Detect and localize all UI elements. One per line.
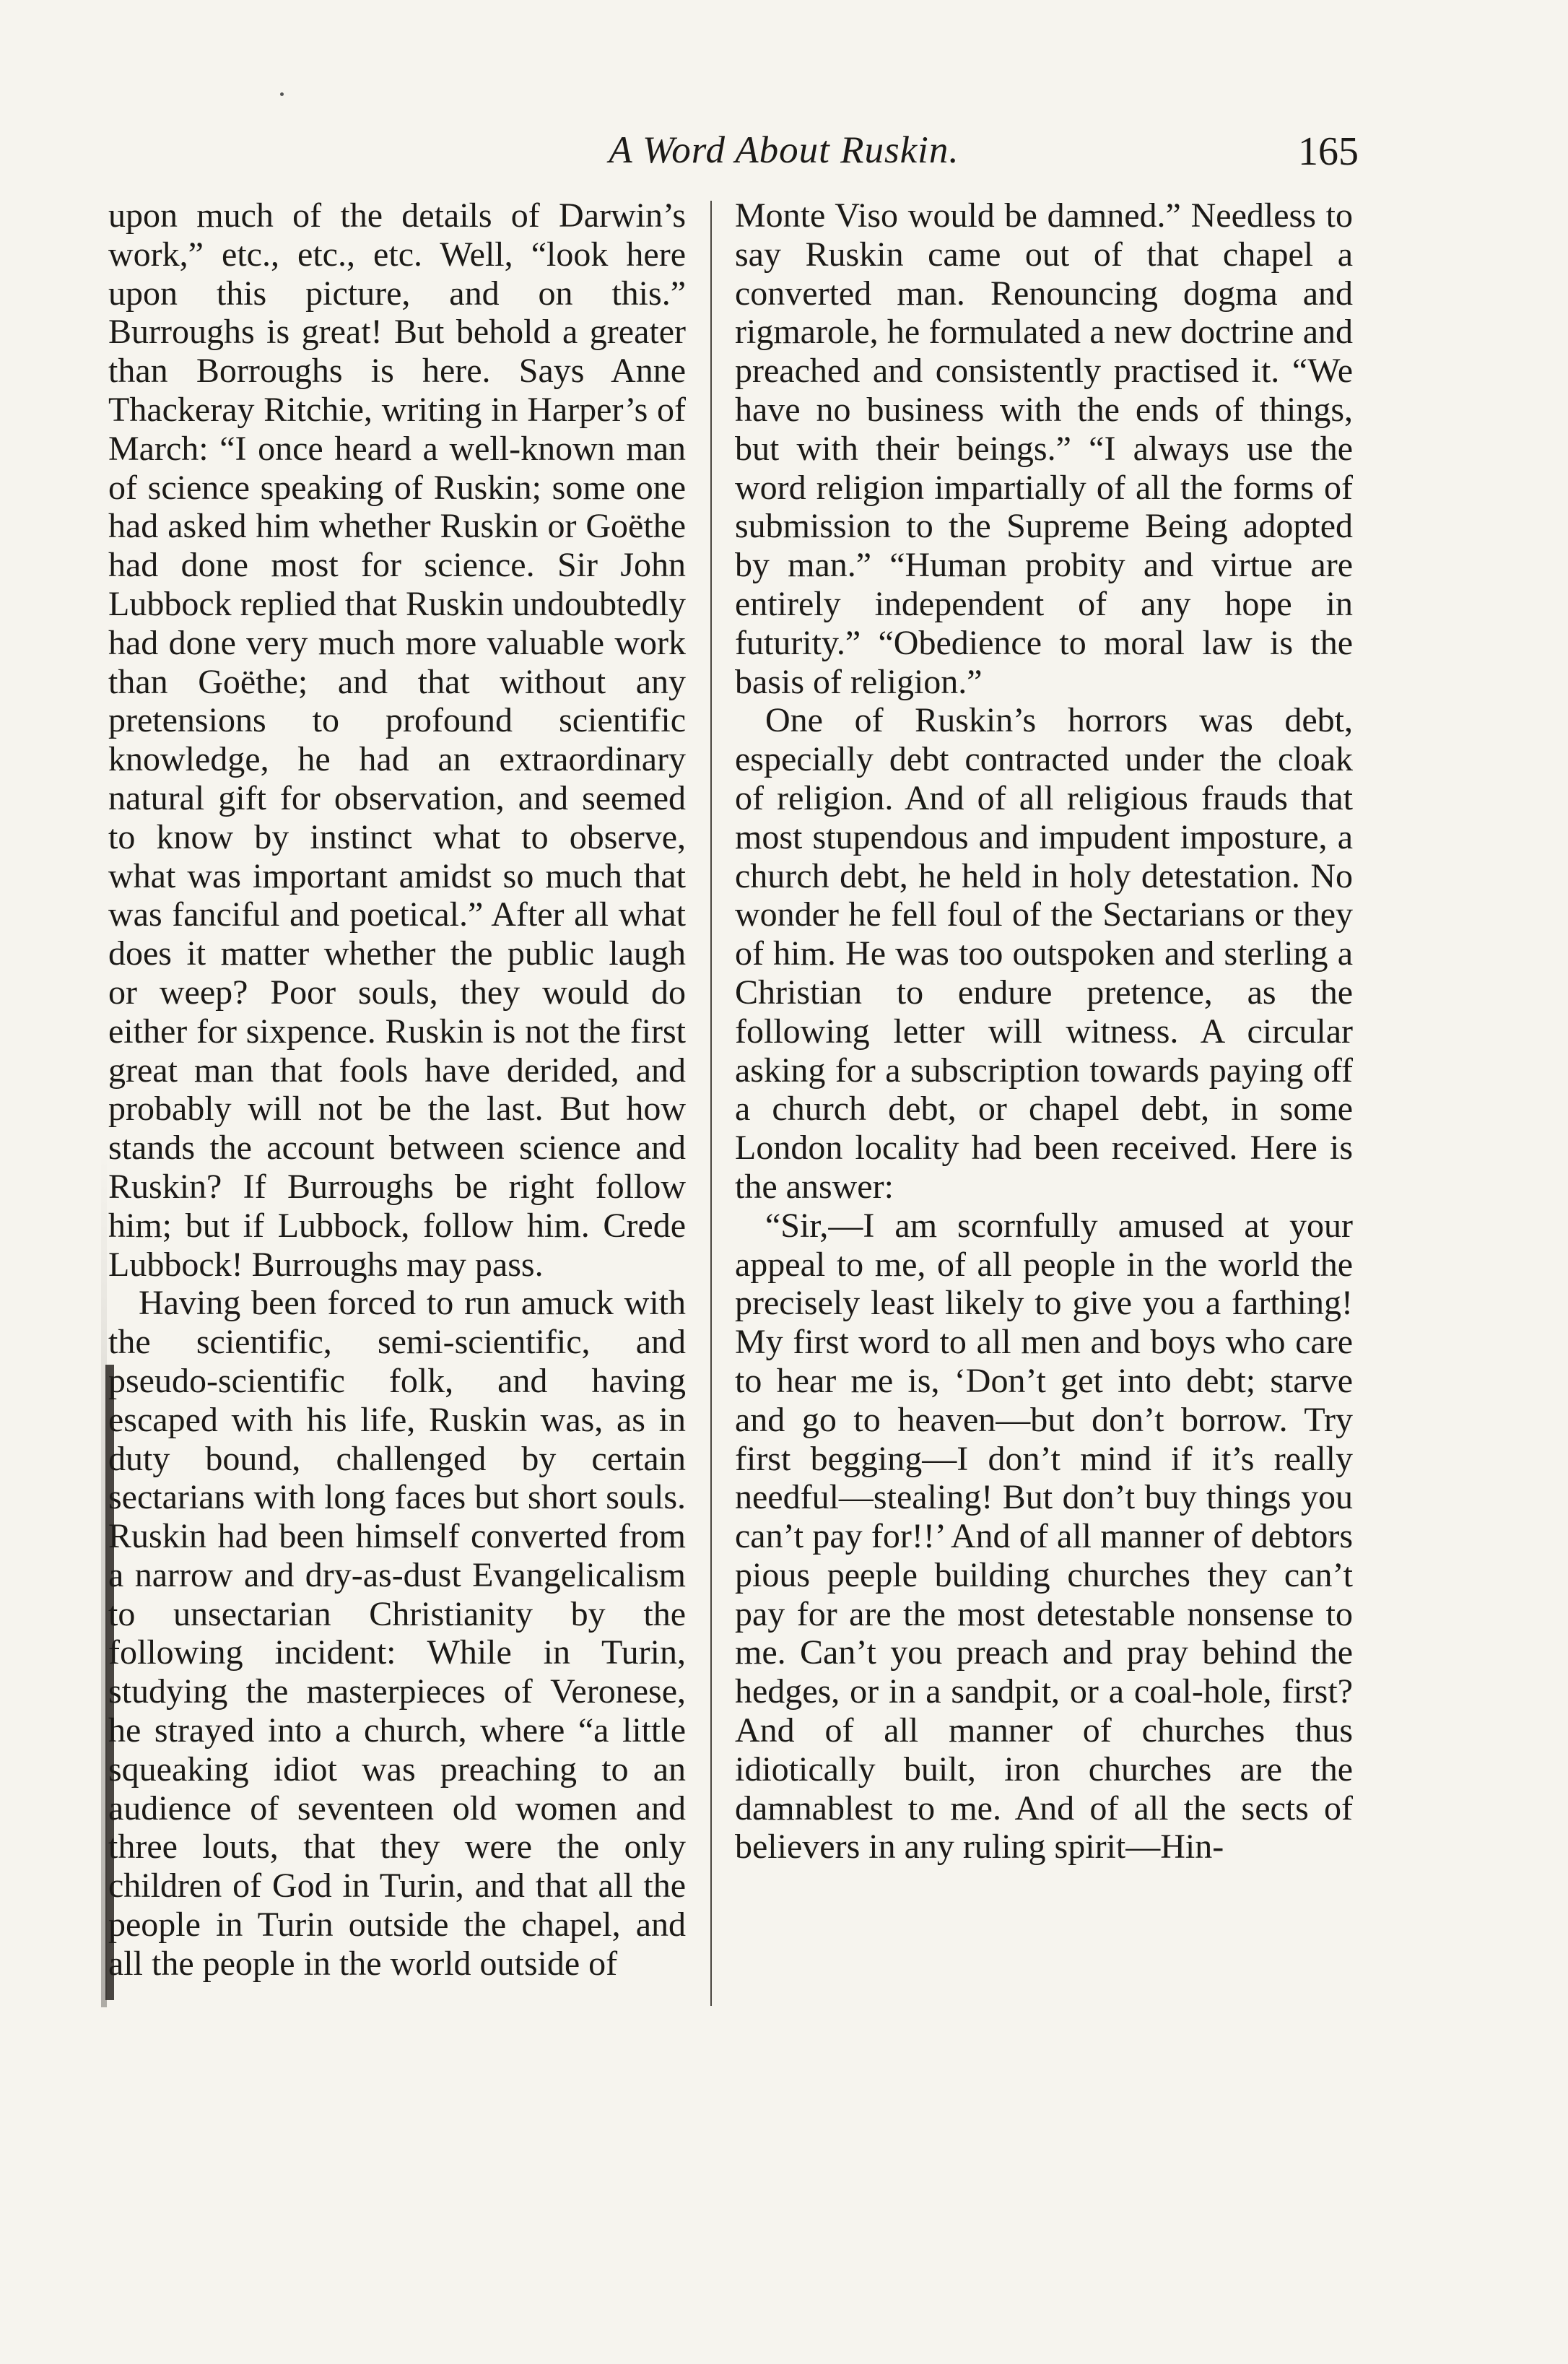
paragraph: Having been forced to run amuck with the scientific, semi-scientific, and pseudo-scientific folk, and having escaped with his life, Ruskin was, as in duty bound, challenged by certain sectarians with long faces but short souls. Ruskin had been himself converted from a narrow and dry-as-dust Evangelicalism to unsectarian Christianity by the following incident: While in Turin, studying the masterpieces of Veronese, he strayed into a church, where “a little squeaking idiot was preaching to an audience of seventeen old women and three louts, that they were the only children of God in Turin, and that all the people in Turin outside the chapel, and all the people in the world outside of	[108, 1284, 686, 1983]
column-divider	[710, 201, 712, 2006]
paragraph: upon much of the details of Darwin’s work,” etc., etc., etc. Well, “look here upon this picture, and on this.” Burroughs is great! But behold a greater than Borroughs is here. Says Anne Thackeray Ritchie, writing in Harper’s of March: “I once heard a well-known man of science speaking of Ruskin; some one had asked him whether Ruskin or Goëthe had done most for science. Sir John Lubbock replied that Ruskin undoubtedly had done very much more valuable work than Goëthe; and that without any pretensions to profound scientific knowledge, he had an extraordinary natural gift for observation, and seemed to know by instinct what to observe, what was important amidst so much that was fanciful and poetical.” After all what does it matter whether the public laugh or weep? Poor souls, they would do either for sixpence. Ruskin is not the first great man that fools have derided, and probably will not be the last. But how stands the account between science and Ruskin? If Burroughs be right follow him; but if Lubbock, follow him. Crede Lubbock! Burroughs may pass.	[108, 196, 686, 1284]
right-column	[735, 196, 1353, 1867]
page-number: 165	[1298, 129, 1359, 174]
stray-mark	[280, 92, 284, 96]
page-header	[0, 129, 1568, 186]
running-title: A Word About Ruskin.	[609, 129, 959, 171]
left-column	[108, 196, 686, 1983]
paragraph: “Sir,—I am scornfully amused at your appeal to me, of all people in the world the precisely least likely to give you a farthing! My first word to all men and boys who care to hear me is, ‘Don’t get into debt; starve and go to heaven—but don’t borrow. Try first begging—I don’t mind if it’s really needful—stealing! But don’t buy things you can’t pay for!!’ And of all manner of debtors pious peeple building churches they can’t pay for are the most detestable nonsense to me. Can’t you preach and pray behind the hedges, or in a sandpit, or a coal-hole, first? And of all manner of churches thus idiotically built, iron churches are the damnablest to me. And of all the sects of believers in any ruling spirit—Hin-	[735, 1206, 1353, 1867]
paragraph: Monte Viso would be damned.” Needless to say Ruskin came out of that chapel a converted man. Renouncing dogma and rigmarole, he formulated a new doctrine and preached and consistently practised it. “We have no business with the ends of things, but with their beings.” “I always use the word religion impartially of all the forms of submission to the Supreme Being adopted by man.” “Human probity and virtue are entirely independent of any hope in futurity.” “Obedience to moral law is the basis of religion.”	[735, 196, 1353, 701]
paragraph: One of Ruskin’s horrors was debt, especially debt contracted under the cloak of religion. And of all religious frauds that most stupendous and impudent imposture, a church debt, he held in holy detestation. No wonder he fell foul of the Sectarians or they of him. He was too outspoken and sterling a Christian to endure pretence, as the following letter will witness. A circular asking for a subscription towards paying off a church debt, or chapel debt, in some London locality had been received. Here is the answer:	[735, 701, 1353, 1206]
